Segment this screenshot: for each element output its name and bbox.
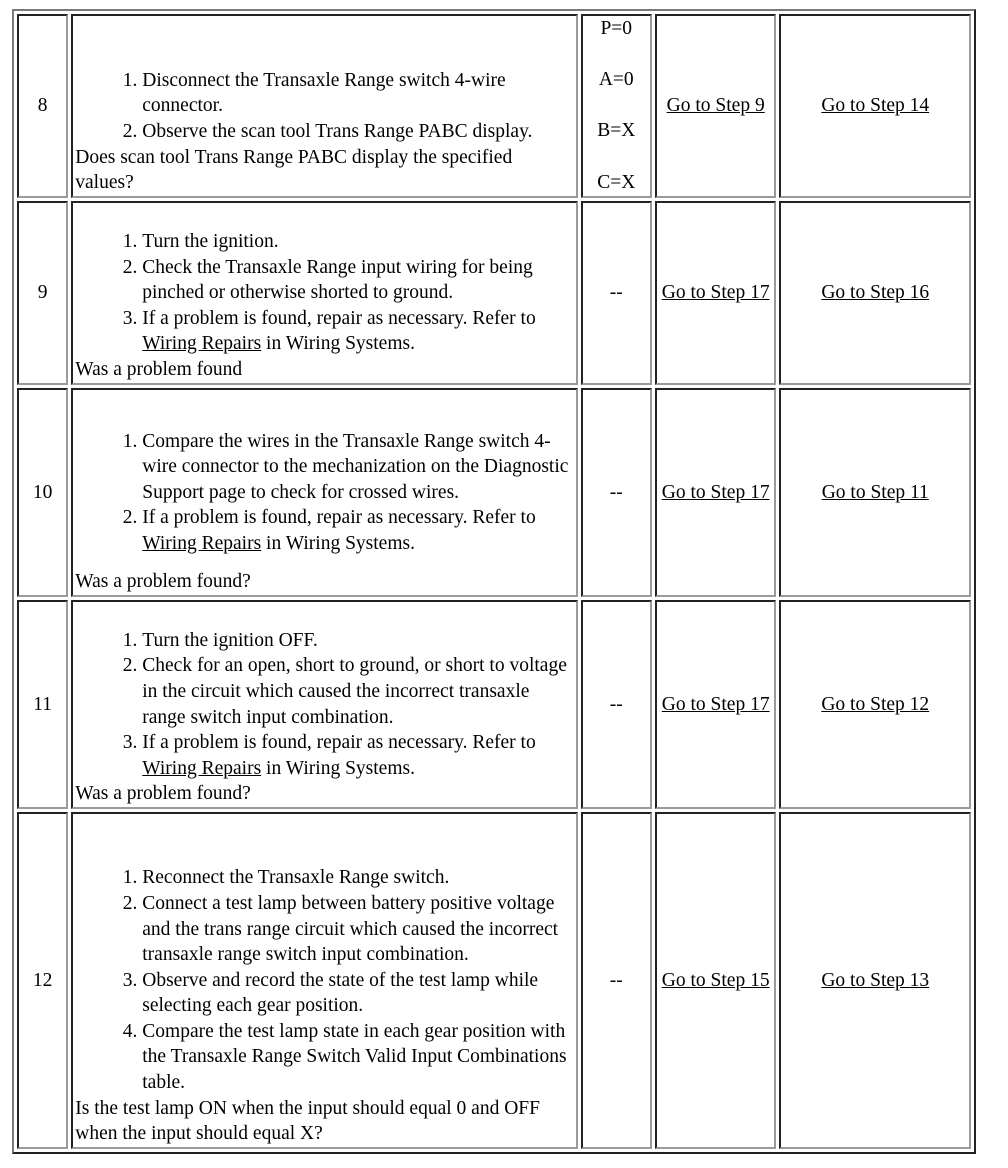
list-item: 3. If a problem is found, repair as necessary. Refer to Wiring Repairs in Wiring Systems.	[142, 306, 573, 357]
table-row	[17, 388, 971, 597]
table-row	[17, 14, 971, 198]
list-item: 2. Connect a test lamp between battery positive voltage and the trans range circuit which caused the incorrect transaxle range switch input combination.	[142, 891, 573, 968]
action-list	[75, 68, 573, 145]
step-number: 8	[17, 14, 68, 198]
action-list	[75, 229, 573, 357]
step-number: 11	[17, 600, 68, 809]
action-cell	[71, 812, 577, 1149]
value-p: P=0	[600, 18, 633, 39]
value-cell	[581, 14, 652, 198]
list-item: 2. Check for an open, short to ground, or short to voltage in the circuit which caused the incorrect transaxle range switch input combination.	[142, 653, 573, 730]
question-text: Was a problem found?	[75, 783, 251, 805]
no-link[interactable]: Go to Step 12	[821, 693, 930, 715]
yes-cell	[655, 812, 777, 1149]
action-cell	[71, 201, 577, 385]
value-b: B=X	[597, 120, 636, 142]
yes-link[interactable]: Go to Step 17	[661, 282, 770, 304]
value-a: A=0	[598, 69, 634, 91]
value-cell: --	[581, 600, 652, 809]
step-number: 12	[17, 812, 68, 1149]
list-item: 1. Disconnect the Transaxle Range switch 4-wire connector.	[142, 68, 573, 119]
action-list	[75, 865, 573, 1095]
value-c: C=X	[597, 171, 636, 193]
yes-link[interactable]: Go to Step 9	[666, 95, 765, 117]
value-cell: --	[581, 388, 652, 597]
list-item: 4. Compare the test lamp state in each gear position with the Transaxle Range Switch Valid Input Combinations table.	[142, 1019, 573, 1096]
action-list	[75, 429, 573, 557]
list-item: 2. If a problem is found, repair as necessary. Refer to Wiring Repairs in Wiring Systems.	[142, 505, 573, 556]
value-cell: --	[581, 812, 652, 1149]
diagnostic-table	[12, 9, 976, 1154]
wiring-repairs-link[interactable]: Wiring Repairs	[142, 757, 262, 779]
action-list	[75, 628, 573, 782]
no-cell	[779, 201, 971, 385]
step-number: 9	[17, 201, 68, 385]
action-cell	[71, 14, 577, 198]
no-cell	[779, 812, 971, 1149]
no-link[interactable]: Go to Step 14	[821, 95, 930, 117]
action-cell	[71, 388, 577, 597]
no-link[interactable]: Go to Step 16	[821, 282, 930, 304]
no-cell	[779, 388, 971, 597]
question-text: Was a problem found?	[75, 571, 251, 593]
wiring-repairs-link[interactable]: Wiring Repairs	[142, 333, 262, 355]
yes-link[interactable]: Go to Step 17	[661, 481, 770, 503]
yes-link[interactable]: Go to Step 15	[661, 969, 770, 991]
no-link[interactable]: Go to Step 13	[821, 969, 930, 991]
wiring-repairs-link[interactable]: Wiring Repairs	[142, 532, 262, 554]
step-number: 10	[17, 388, 68, 597]
no-cell	[779, 14, 971, 198]
yes-cell	[655, 388, 777, 597]
list-item: 1. Turn the ignition.	[142, 229, 573, 255]
list-item: 2. Observe the scan tool Trans Range PABC display.	[142, 119, 573, 145]
list-item: 3. If a problem is found, repair as necessary. Refer to Wiring Repairs in Wiring Systems.	[142, 730, 573, 781]
question-text: Is the test lamp ON when the input should equal 0 and OFF when the input should equal X?	[75, 1097, 540, 1145]
yes-cell	[655, 14, 777, 198]
question-text: Was a problem found	[75, 359, 243, 381]
table-row	[17, 812, 971, 1149]
list-item: 2. Check the Transaxle Range input wiring for being pinched or otherwise shorted to ground.	[142, 255, 573, 306]
list-item: 3. Observe and record the state of the test lamp while selecting each gear position.	[142, 968, 573, 1019]
list-item: 1. Reconnect the Transaxle Range switch.	[142, 865, 573, 891]
action-cell	[71, 600, 577, 809]
list-item: 1. Turn the ignition OFF.	[142, 628, 573, 654]
list-item: 1. Compare the wires in the Transaxle Range switch 4-wire connector to the mechanization on the Diagnostic Support page to check for crossed wires.	[142, 429, 573, 506]
no-link[interactable]: Go to Step 11	[821, 481, 929, 503]
yes-link[interactable]: Go to Step 17	[661, 693, 770, 715]
yes-cell	[655, 600, 777, 809]
table-row	[17, 201, 971, 385]
value-cell: --	[581, 201, 652, 385]
question-text: Does scan tool Trans Range PABC display the specified values?	[75, 146, 513, 194]
table-row	[17, 600, 971, 809]
yes-cell	[655, 201, 777, 385]
no-cell	[779, 600, 971, 809]
